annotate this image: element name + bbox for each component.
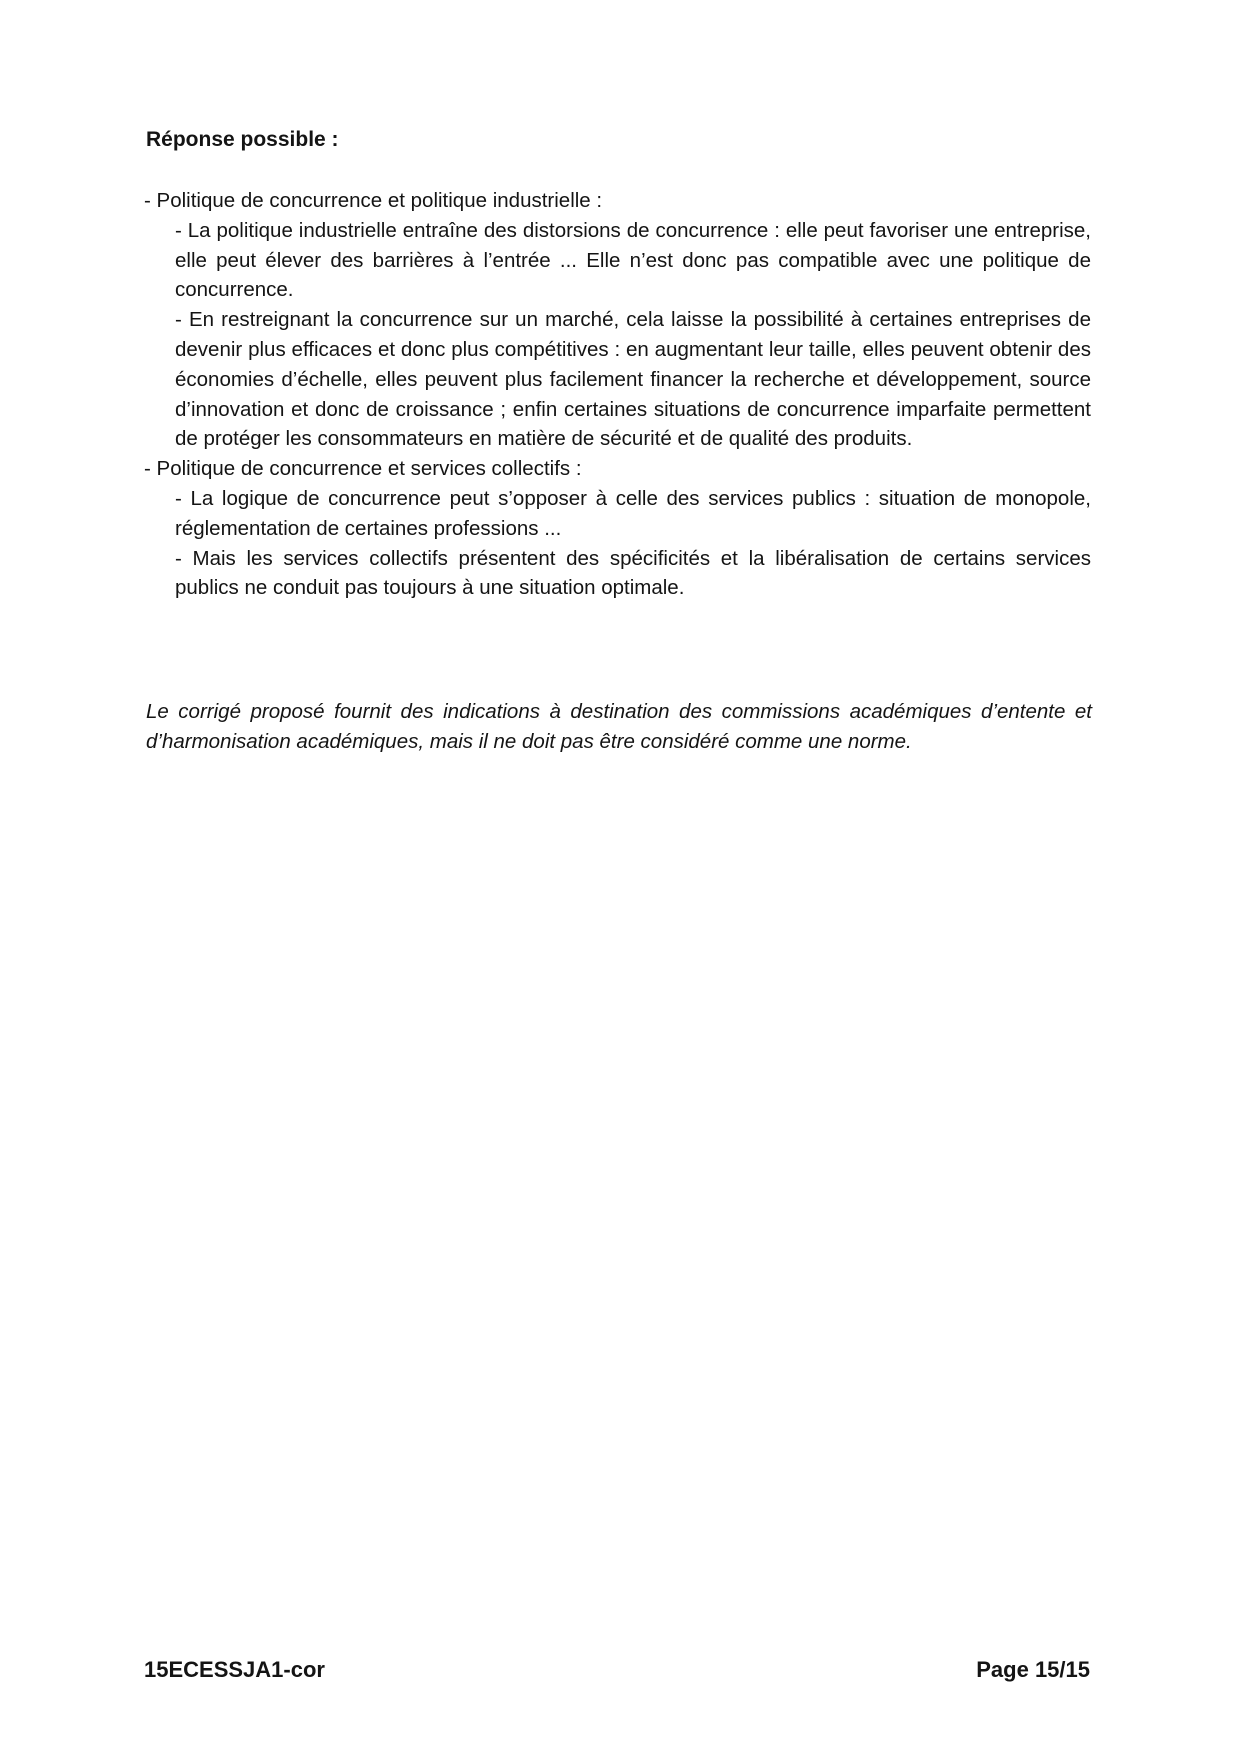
point-industrial-distortions: - La politique industrielle entraîne des distorsions de concurrence : elle peut favoriser une entreprise, elle peut élever des barrières à l’entrée ... Elle n’est donc pas compatible avec une politique de concurrence. xyxy=(175,218,1091,302)
point-competition-vs-public-services: - La logique de concurrence peut s’opposer à celle des services publics : situation de monopole, réglementation de certaines professions ... xyxy=(175,486,1091,540)
answer-body xyxy=(144,186,1091,603)
section-title-industrial-policy: - Politique de concurrence et politique industrielle : xyxy=(144,189,603,212)
point-restricting-competition: - En restreignant la concurrence sur un marché, cela laisse la possibilité à certaines entreprises de devenir plus efficaces et donc plus compétitives : en augmentant leur taille, elles peuvent obtenir des économies d’échelle, elles peuvent plus facilement financer la recherche et développement, source d’innovation et donc de croissance ; enfin certaines situations de concurrence imparfaite permettent de protéger les consommateurs en matière de sécurité et de qualité des produits. xyxy=(175,308,1091,451)
document-code: 15ECESSJA1-cor xyxy=(144,1657,325,1682)
point-liberalisation-limits: - Mais les services collectifs présentent des spécificités et la libéralisation de certains services publics ne conduit pas toujours à une situation optimale. xyxy=(175,546,1091,600)
answer-heading: Réponse possible : xyxy=(146,128,339,151)
section-title-public-services: - Politique de concurrence et services collectifs : xyxy=(144,457,582,481)
page-number: Page 15/15 xyxy=(976,1657,1090,1682)
grading-note: Le corrigé proposé fournit des indications à destination des commissions académiques d’entente et d’harmonisation académiques, mais il ne doit pas être considéré comme une norme. xyxy=(146,700,1092,753)
